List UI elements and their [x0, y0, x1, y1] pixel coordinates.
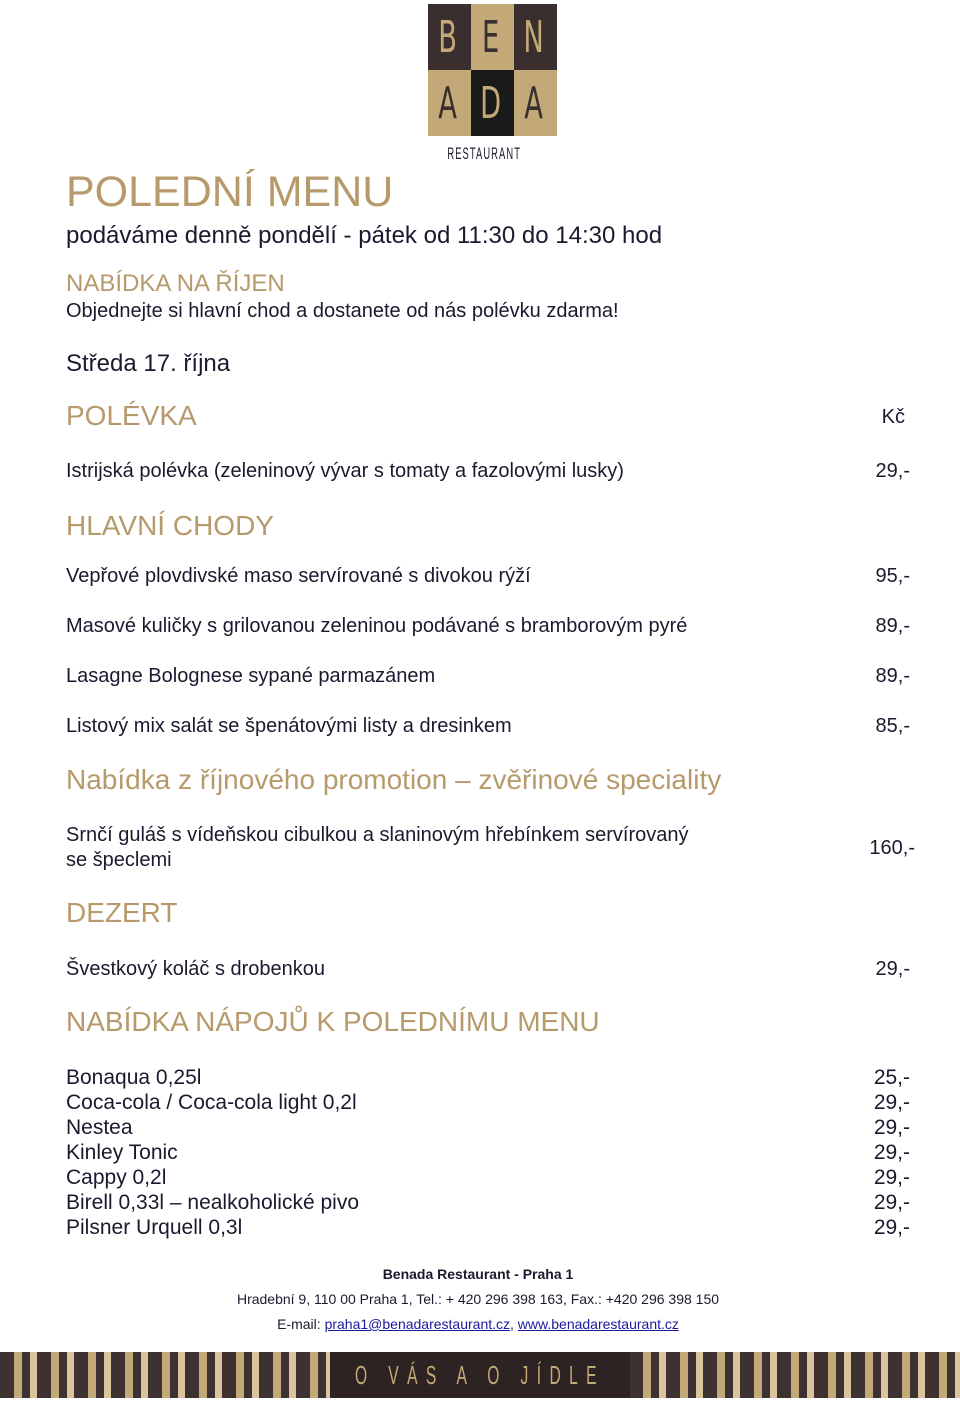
drink-item-label: Birell 0,33l – nealkoholické pivo	[66, 1191, 360, 1214]
drink-item-label: Pilsner Urquell 0,3l	[66, 1216, 243, 1239]
logo-column-3	[471, 4, 548, 136]
logo-letter: D	[480, 77, 505, 129]
menu-item-label: Masové kuličky s grilovanou zeleninou podávané s bramborovým pyré	[66, 615, 688, 637]
drink-item-label: Kinley Tonic	[66, 1141, 178, 1164]
drink-item-price: 29,-	[873, 1166, 910, 1189]
promo-item-line1: Srnčí guláš s vídeňskou cibulkou a slaninovým hřebínkem servírovaný	[66, 824, 689, 846]
drink-item-price: 29,-	[873, 1116, 910, 1139]
website-link[interactable]: www.benadarestaurant.cz	[517, 1316, 679, 1332]
logo-subtitle: RESTAURANT	[447, 144, 522, 163]
section-title-mains: HLAVNÍ CHODY	[66, 510, 274, 541]
logo-letter: E	[482, 11, 503, 63]
menu-item-price: 89,-	[875, 615, 910, 637]
promo-item-line2: se špeclemi	[66, 849, 172, 871]
footer-contact	[0, 1316, 956, 1332]
logo-letter: A	[524, 77, 547, 129]
serving-hours: podáváme denně pondělí - pátek od 11:30 do 14:30 hod	[66, 222, 663, 249]
menu-item-price: 85,-	[875, 715, 910, 737]
offer-note: Objednejte si hlavní chod a dostanete od nás polévku zdarma!	[66, 300, 619, 322]
logo-letter: A	[438, 77, 461, 129]
section-title-promo: Nabídka z říjnového promotion – zvěřinové speciality	[66, 764, 722, 795]
section-title-soup: POLÉVKA	[66, 400, 197, 431]
menu-item-label: Švestkový koláč s drobenkou	[66, 958, 326, 980]
drink-item-label: Bonaqua 0,25l	[66, 1066, 202, 1089]
logo-letter: B	[438, 11, 461, 63]
email-link[interactable]: praha1@benadarestaurant.cz	[324, 1316, 511, 1332]
menu-item-price: 89,-	[875, 665, 910, 687]
footer-separator: ,	[510, 1316, 518, 1332]
menu-item-label: Lasagne Bolognese sypané parmazánem	[66, 665, 436, 687]
drink-item-price: 29,-	[873, 1141, 910, 1164]
menu-item-price: 29,-	[875, 958, 910, 980]
menu-item-label: Vepřové plovdivské maso servírované s divokou rýží	[66, 565, 531, 587]
menu-item-label: Istrijská polévka (zeleninový vývar s tomaty a fazolovými lusky)	[66, 460, 624, 482]
menu-date: Středa 17. října	[66, 350, 231, 377]
menu-item-label: Listový mix salát se špenátovými listy a dresinkem	[66, 715, 512, 737]
logo-cell	[428, 4, 471, 70]
drink-item-price: 29,-	[873, 1216, 910, 1239]
menu-item-price: 95,-	[875, 565, 910, 587]
page-title: POLEDNÍ MENU	[66, 168, 394, 216]
drink-item-price: 25,-	[873, 1066, 910, 1089]
logo-letter: N	[523, 11, 548, 63]
drink-item-price: 29,-	[873, 1091, 910, 1114]
logo-cell	[428, 70, 471, 136]
currency-label: Kč	[881, 406, 905, 428]
footer-address: Hradební 9, 110 00 Praha 1, Tel.: + 420 296 398 163, Fax.: +420 296 398 150	[236, 1291, 720, 1307]
drink-item-price: 29,-	[873, 1191, 910, 1214]
logo-cell	[514, 70, 557, 136]
band-slogan: O VÁS A O JÍDLE	[355, 1359, 605, 1390]
footer-email-prefix: E-mail:	[277, 1316, 325, 1332]
drink-item-label: Cappy 0,2l	[66, 1166, 167, 1189]
promo-item-price: 160,-	[869, 837, 915, 859]
decorative-band	[0, 1352, 960, 1398]
offer-title: NABÍDKA NA ŘÍJEN	[66, 270, 285, 297]
section-title-drinks: NABÍDKA NÁPOJŮ K POLEDNÍMU MENU	[66, 1006, 600, 1037]
drink-item-label: Nestea	[66, 1116, 133, 1139]
drink-item-label: Coca-cola / Coca-cola light 0,2l	[66, 1091, 357, 1114]
menu-item-price: 29,-	[875, 460, 910, 482]
logo-cell	[514, 4, 557, 70]
section-title-dessert: DEZERT	[66, 897, 178, 928]
footer-restaurant-name: Benada Restaurant - Praha 1	[382, 1266, 574, 1282]
